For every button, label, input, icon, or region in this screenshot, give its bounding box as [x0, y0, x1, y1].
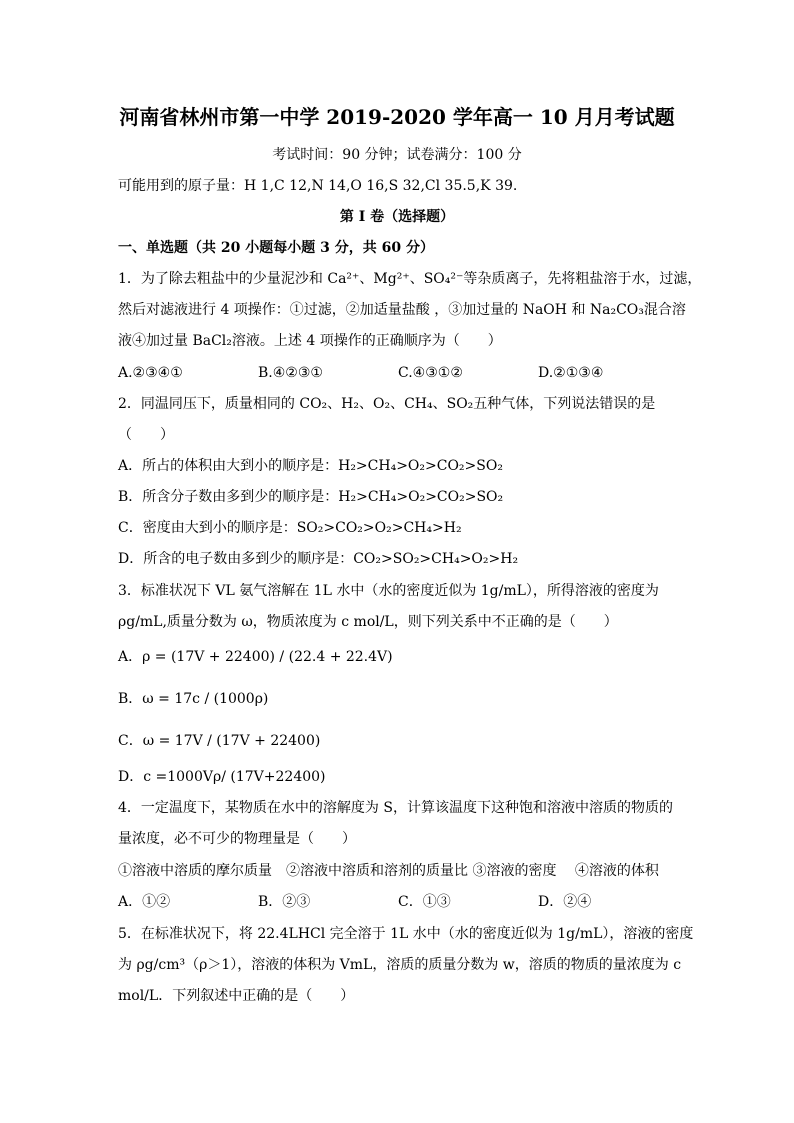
question-text: 量浓度，必不可少的物理量是（ ）	[118, 831, 356, 847]
option-c: C.④③①②	[398, 365, 463, 381]
exam-info: 考试时间：90 分钟；试卷满分：100 分	[272, 147, 522, 163]
question-text: （ ）	[118, 427, 174, 443]
option-d: D．c =1000Vρ/ (17V+22400)	[118, 769, 326, 785]
option-b: B．②③	[258, 894, 311, 910]
page-title: 河南省林州市第一中学 2019-2020 学年高一 10 月月考试题	[119, 105, 675, 129]
atomic-masses: 可能用到的原子量：H 1,C 12,N 14,O 16,S 32,Cl 35.5,K 39.	[118, 178, 518, 194]
option-d: D．②④	[538, 894, 592, 910]
option-a: A．ρ = (17V + 22400) / (22.4 + 22.4V)	[118, 649, 393, 665]
option-d: D．所含的电子数由多到少的顺序是：CO₂>SO₂>CH₄>O₂>H₂	[118, 551, 519, 567]
option-c: C．ω = 17V / (17V + 22400)	[118, 733, 321, 749]
option-c: C．①③	[398, 894, 451, 910]
option-b: B．所含分子数由多到少的顺序是：H₂>CH₄>O₂>CO₂>SO₂	[118, 489, 504, 505]
part-heading: 一、单选题（共 20 小题每小题 3 分，共 60 分）	[118, 240, 434, 256]
option-a: A．所占的体积由大到小的顺序是：H₂>CH₄>O₂>CO₂>SO₂	[118, 458, 503, 474]
question-text: ρg/mL,质量分数为 ω，物质浓度为 c mol/L，则下列关系中不正确的是（ ）	[118, 614, 618, 630]
option-c: C．密度由大到小的顺序是：SO₂>CO₂>O₂>CH₄>H₂	[118, 520, 462, 536]
question-items: ①溶液中溶质的摩尔质量 ②溶液中溶质和溶剂的质量比 ③溶液的密度 ④溶液的体积	[118, 863, 659, 879]
option-d: D.②①③④	[538, 365, 604, 381]
option-a: A.②③④①	[118, 365, 183, 381]
question-text: 4．一定温度下，某物质在水中的溶解度为 S，计算该温度下这种饱和溶液中溶质的物质的	[118, 800, 673, 816]
question-text: mol/L．下列叙述中正确的是（ ）	[118, 988, 355, 1004]
question-text: 1．为了除去粗盐中的少量泥沙和 Ca²⁺、Mg²⁺、SO₄²⁻等杂质离子，先将粗盐溶于水，过滤，	[118, 271, 702, 287]
option-b: B.④②③①	[258, 365, 323, 381]
option-b: B．ω = 17c / (1000ρ)	[118, 691, 269, 707]
question-text: 然后对滤液进行 4 项操作：①过滤，②加适量盐酸 ，③加过量的 NaOH 和 Na₂CO₃混合溶	[118, 302, 686, 318]
option-a: A．①②	[118, 894, 171, 910]
question-text: 2．同温同压下，质量相同的 CO₂、H₂、O₂、CH₄、SO₂五种气体，下列说法错误的是	[118, 396, 656, 412]
section-title: 第 I 卷（选择题）	[339, 209, 455, 225]
question-text: 5．在标准状况下，将 22.4LHCl 完全溶于 1L 水中（水的密度近似为 1g/mL），溶液的密度	[118, 926, 694, 942]
question-text: 液④加过量 BaCl₂溶液。上述 4 项操作的正确顺序为（ ）	[118, 333, 502, 349]
question-text: 3．标准状况下 VL 氨气溶解在 1L 水中（水的密度近似为 1g/mL），所得溶液的密度为	[118, 583, 659, 599]
question-text: 为 ρg/cm³（ρ＞1），溶液的体积为 VmL，溶质的质量分数为 w，溶质的物质的量浓度为 c	[118, 957, 682, 973]
